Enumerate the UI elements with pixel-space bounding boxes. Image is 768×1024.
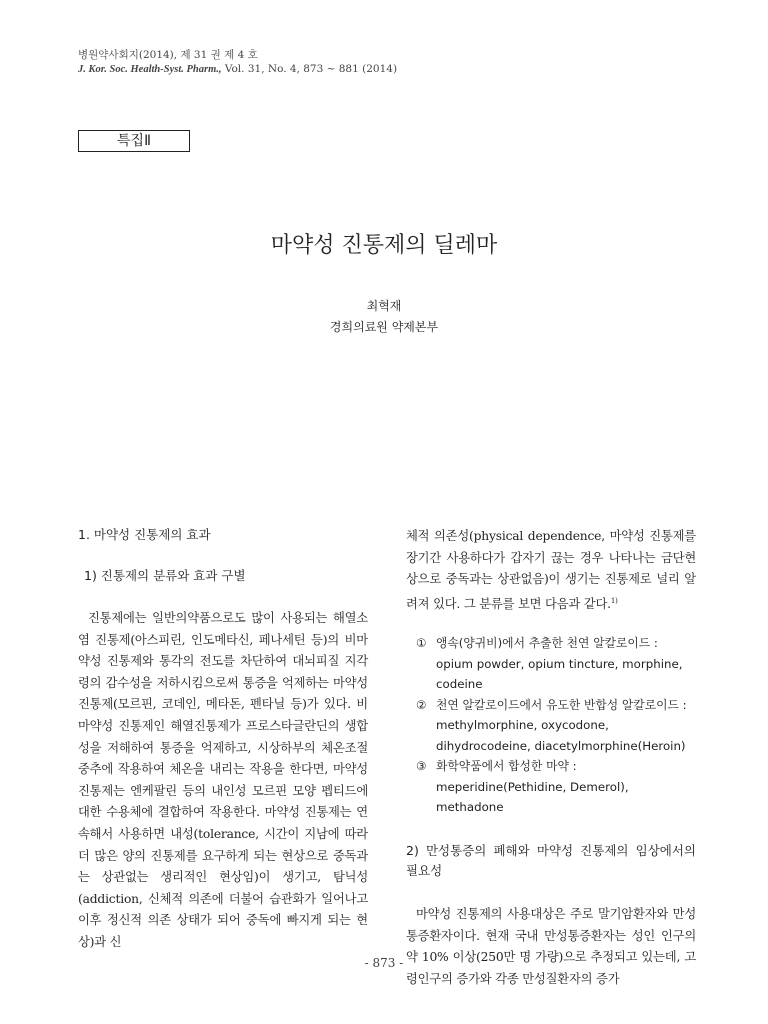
- list-number: ②: [416, 697, 427, 712]
- left-column: [78, 526, 368, 954]
- special-issue-label: 특집Ⅱ: [78, 130, 190, 152]
- section-heading: 1. 마약성 진통제의 효과: [78, 527, 211, 542]
- article-title: 마약성 진통제의 딜레마: [270, 233, 498, 258]
- journal-issue-line: 병원약사회지(2014), 제 31 권 제 4 호: [78, 49, 258, 61]
- classification-list: [406, 633, 696, 818]
- author-name: 최혁재: [366, 299, 402, 313]
- body-paragraph-1: 진통제에는 일반의약품으로도 많이 사용되는 해열소염 진통제(아스피린, 인도메타신, 페나세틴 등)의 비마약성 진통제와 통각의 전도를 차단하여 대뇌피질 지각령의 감수성을 저하시킴으로써 통증을 억제하는 마약성 진통제(모르핀, 코데인, 메타돈, 펜타닐 등)가 있다. 비마약성 진통제인 해열진통제가 프로스타글란딘의 생합성을 저해하여 통증을 억제하고, 시상하부의 체온조절 중추에 작용하여 체온을 내리는 작용을 한다면, 마약성 진통제는 엔케팔린 등의 내인성 모르핀 모양 펩티드에 대한 수용체에 결합하여 작용한다. 마약성 진통제는 연속해서 사용하면 내성(tolerance, 시간이 지남에 따라 더 많은 양의 진통제를 요구하게 되는 현상으로 중독과는 상관없는 생리적인 현상임)이 생기고, 탐닉성(addiction, 신체적 의존에 더불어 습관화가 일어나고 이후 정신적 의존 상태가 되어 중독에 빠지게 되는 현상)과 신: [78, 611, 368, 949]
- body-paragraph-3: 마약성 진통제의 사용대상은 주로 말기암환자와 만성통증환자이다. 현재 국내 만성통증환자는 성인 인구의 약 10% 이상(250만 명 가량)으로 추정되고 있는데, 고령인구의 증가와 각종 만성질환자의 증가: [406, 906, 696, 986]
- body-paragraph-2-text: 체적 의존성(physical dependence, 마약성 진통제를 장기간 사용하다가 갑자기 끊는 경우 나타나는 금단현상으로 중독과는 상관없음)이 생기는 진통제로 널리 알려져 있다. 그 분류를 보면 다음과 같다.: [406, 529, 696, 611]
- subsection-heading-2: 2) 만성통증의 폐해와 마약성 진통제의 임상에서의 필요성: [406, 842, 696, 878]
- journal-header: [78, 48, 397, 77]
- list-item: [406, 633, 696, 695]
- footnote-ref: 1): [610, 596, 618, 605]
- page-number: - 873 -: [364, 956, 404, 970]
- list-number: ①: [416, 636, 427, 651]
- subsection-heading-1: 1) 진통제의 분류와 효과 구별: [84, 568, 246, 583]
- author-affiliation: 경희의료원 약제본부: [329, 320, 439, 334]
- body-paragraph-2: [406, 526, 696, 615]
- list-item: [406, 695, 696, 757]
- list-text: 화학약품에서 합성한 마약 : meperidine(Pethidine, Demerol), methadone: [436, 759, 629, 815]
- journal-volume: Vol. 31, No. 4, 873 ~ 881 (2014): [221, 63, 398, 75]
- list-item: [406, 756, 696, 818]
- journal-citation-line: [78, 62, 397, 77]
- list-text: 앵속(양귀비)에서 추출한 천연 알칼로이드 : opium powder, opium tincture, morphine, codeine: [436, 636, 683, 692]
- list-text: 천연 알칼로이드에서 유도한 반합성 알칼로이드 : methylmorphine, oxycodone, dihydrocodeine, diacetylmorphine(Heroin): [436, 697, 687, 753]
- right-column: [406, 526, 696, 990]
- journal-name: J. Kor. Soc. Health-Syst. Pharm.,: [78, 64, 222, 75]
- list-number: ③: [416, 759, 427, 774]
